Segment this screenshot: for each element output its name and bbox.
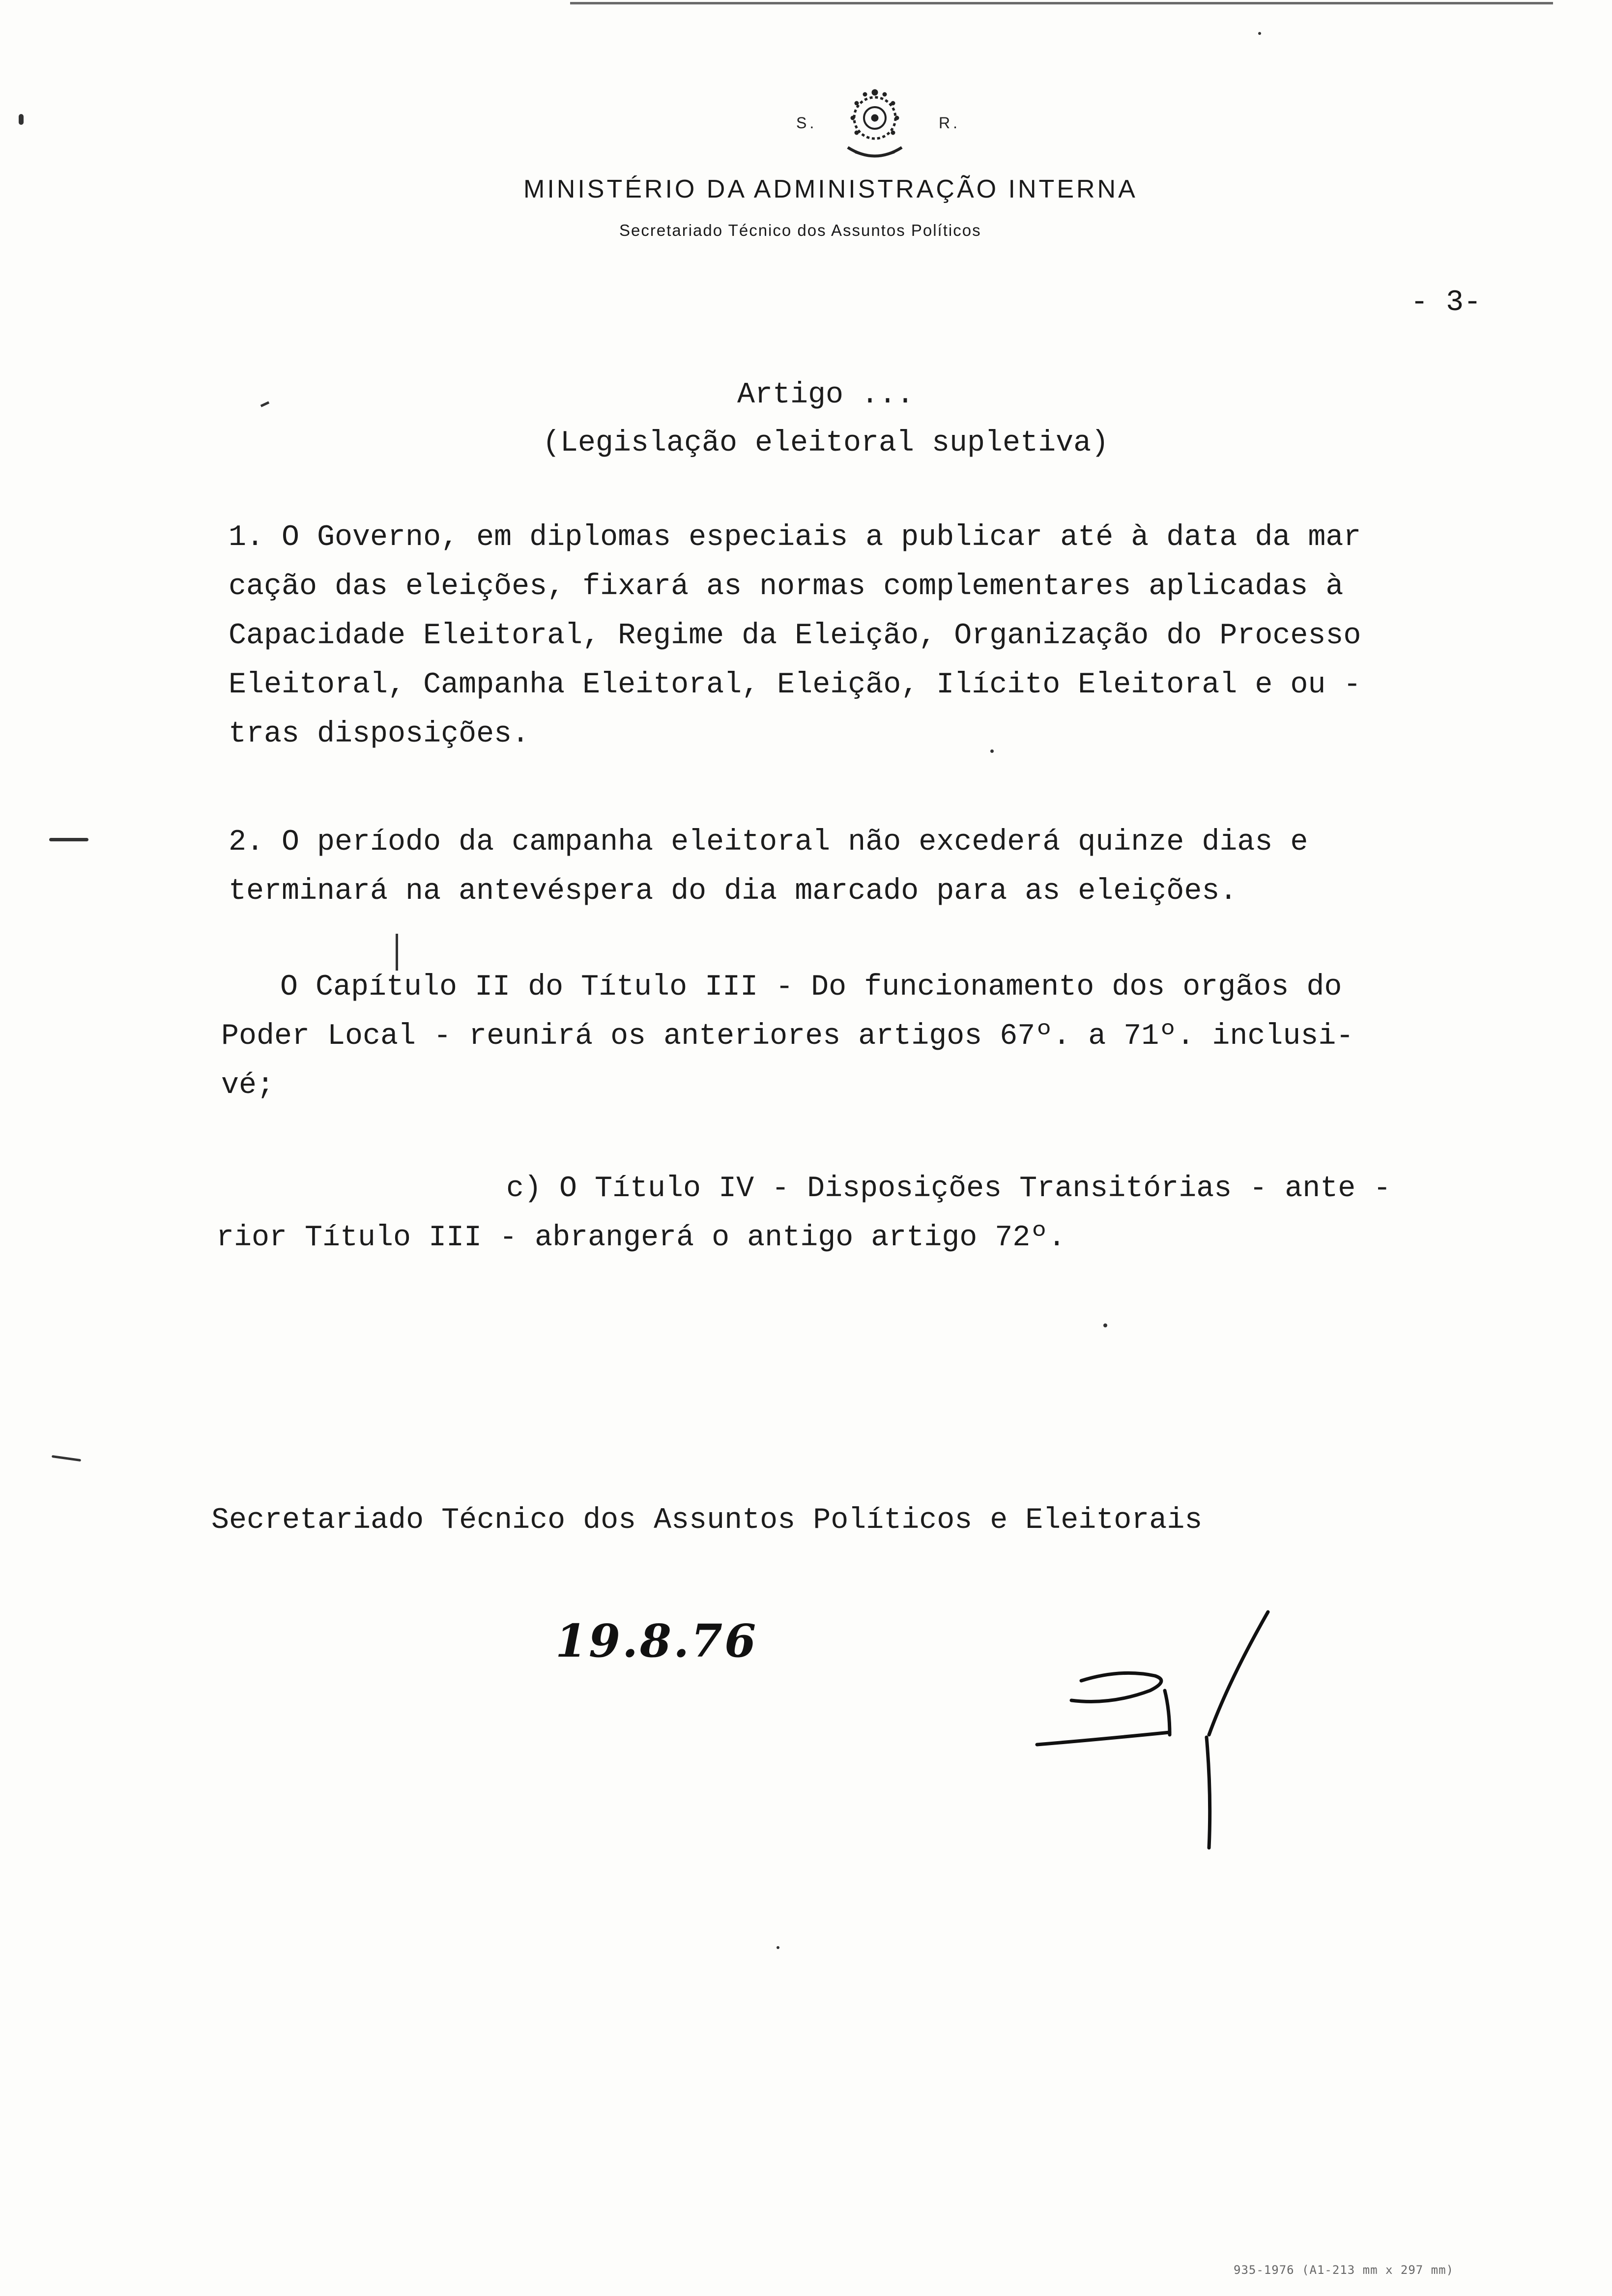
scan-speck xyxy=(990,749,994,753)
margin-punch-mark xyxy=(52,1455,81,1462)
paragraph-3 xyxy=(221,971,1353,1118)
paragraph-1 xyxy=(229,521,1361,767)
top-border-line xyxy=(570,2,1553,4)
paragraph-2 xyxy=(229,826,1308,924)
pen-stroke-mark xyxy=(396,934,398,971)
article-title: Artigo ... xyxy=(737,378,915,412)
ministry-heading: MINISTÉRIO DA ADMINISTRAÇÃO INTERNA xyxy=(523,175,1138,203)
handwritten-signature xyxy=(1022,1607,1297,1863)
scan-speck xyxy=(1103,1323,1107,1327)
paragraph-1-line: cação das eleições, fixará as normas complementares aplicadas à xyxy=(229,570,1344,603)
paragraph-4 xyxy=(216,1172,1391,1270)
paragraph-2-line: 2. O período da campanha eleitoral não excederá quinze dias e xyxy=(229,826,1308,859)
paragraph-1-line: tras disposições. xyxy=(229,718,530,751)
scan-speck xyxy=(1258,32,1261,35)
scan-speck xyxy=(19,114,24,125)
print-code: 935-1976 (A1-213 mm x 297 mm) xyxy=(1234,2263,1454,2277)
paragraph-3-line: O Capítulo II do Título III - Do funcionamento dos orgãos do xyxy=(280,971,1342,1004)
paragraph-1-line: Capacidade Eleitoral, Regime da Eleição, Organização do Processo xyxy=(229,619,1361,653)
margin-punch-mark xyxy=(49,838,88,841)
paragraph-1-line: Eleitoral, Campanha Eleitoral, Eleição, Ilícito Eleitoral e ou - xyxy=(229,668,1361,702)
article-subtitle: (Legislação eleitoral supletiva) xyxy=(542,427,1109,460)
handwritten-date: 19.8.76 xyxy=(555,1614,758,1667)
sr-right-letters: R. xyxy=(939,114,960,132)
paragraph-2-line: terminará na antevéspera do dia marcado para as eleições. xyxy=(229,875,1238,908)
paragraph-4-line: c) O Título IV - Disposições Transitórias - ante - xyxy=(506,1172,1391,1205)
scan-speck xyxy=(260,401,269,407)
paragraph-3-line: Poder Local - reunirá os anteriores artigos 67º. a 71º. inclusi- xyxy=(221,1020,1354,1053)
coat-of-arms-emblem-icon xyxy=(818,84,931,167)
paragraph-1-line: 1. O Governo, em diplomas especiais a publicar até à data da mar xyxy=(229,521,1361,554)
secretariat-subheading: Secretariado Técnico dos Assuntos Políticos xyxy=(619,221,981,239)
scan-speck xyxy=(777,1946,779,1949)
paragraph-3-line: vé; xyxy=(221,1069,275,1102)
footer-secretariat: Secretariado Técnico dos Assuntos Políticos e Eleitorais xyxy=(211,1504,1203,1537)
paragraph-4-line: rior Título III - abrangerá o antigo artigo 72º. xyxy=(216,1221,1066,1255)
sr-left-letters: S. xyxy=(796,114,817,132)
page-number: - 3- xyxy=(1410,286,1482,319)
